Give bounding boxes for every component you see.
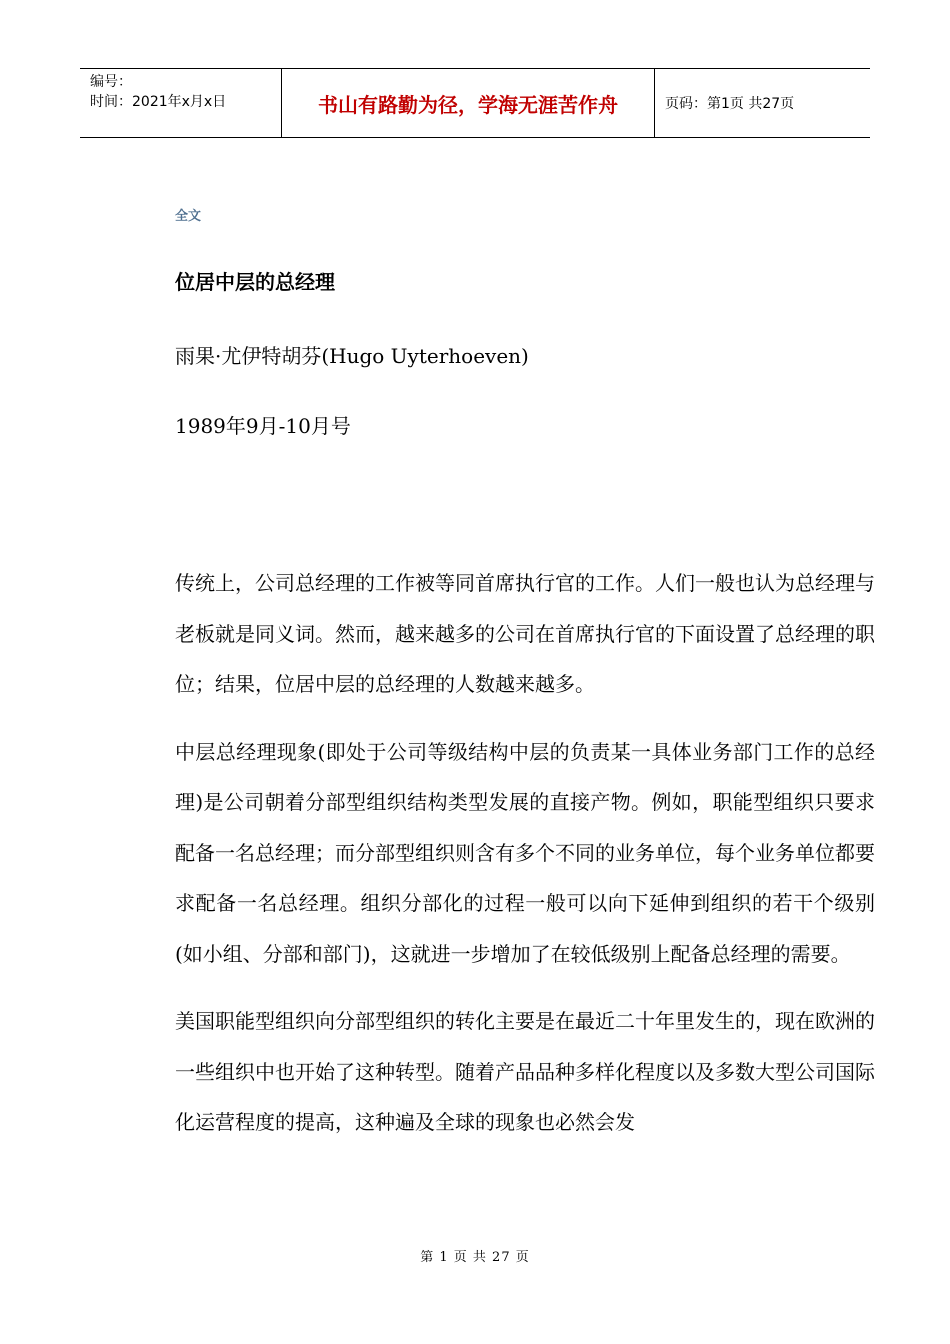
paragraph: 美国职能型组织向分部型组织的转化主要是在最近二十年里发生的，现在欧洲的一些组织中也开始了这种转型。随着产品品种多样化程度以及多数大型公司国际化运营程度的提高，这种遍及全球的现象也必然会发 [175,1009,875,1134]
article-date: 1989年9月-10月号 [175,414,351,438]
page-footer: 第 1 页 共 27 页 [420,1250,530,1265]
header-page-info: 页码：第1页 共27页 [665,96,795,112]
page-header [80,68,870,138]
header-meta [80,69,282,137]
article-author: 雨果·尤伊特胡芬(Hugo Uyterhoeven) [175,344,529,368]
article-title: 位居中层的总经理 [175,270,335,294]
article-body [175,558,875,1165]
header-motto: 书山有路勤为径，学海无涯苦作舟 [282,69,655,137]
paragraph: 传统上，公司总经理的工作被等同首席执行官的工作。人们一般也认为总经理与老板就是同义词。然而，越来越多的公司在首席执行官的下面设置了总经理的职位；结果，位居中层的总经理的人数越来越多。 [175,571,875,696]
section-label: 全文 [175,209,202,224]
document-time: 时间：2021年x月x日 [90,94,227,110]
paragraph: 中层总经理现象(即处于公司等级结构中层的负责某一具体业务部门工作的总经理)是公司朝着分部型组织结构类型发展的直接产物。例如，职能型组织只要求配备一名总经理；而分部型组织则含有多个不同的业务单位，每个业务单位都要求配备一名总经理。组织分部化的过程一般可以向下延伸到组织的若干个级别(如小组、分部和部门)，这就进一步增加了在较低级别上配备总经理的需要。 [175,739,875,966]
document-number: 编号： [90,74,132,90]
